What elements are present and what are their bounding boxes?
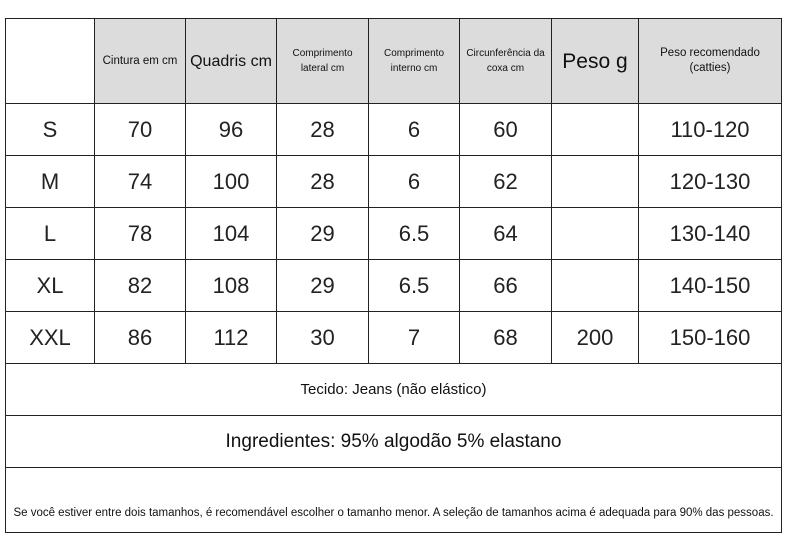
- header-corner: [6, 19, 95, 104]
- interno-cell: 6: [369, 156, 460, 208]
- quadris-cell: 96: [186, 104, 277, 156]
- ingredients-note: Ingredientes: 95% algodão 5% elastano: [6, 416, 782, 468]
- ingredients-row: [6, 416, 782, 468]
- advice-row: [6, 468, 782, 533]
- size-cell: XXL: [6, 312, 95, 364]
- recomendado-cell: 130-140: [639, 208, 782, 260]
- header-peso-recomendado: Peso recomendado (catties): [639, 19, 782, 104]
- peso-cell: [552, 260, 639, 312]
- table-row: [6, 260, 782, 312]
- header-comprimento-interno-label: Comprimento interno cm: [383, 48, 445, 74]
- peso-cell: [552, 208, 639, 260]
- peso-cell: 200: [552, 312, 639, 364]
- interno-cell: 6: [369, 104, 460, 156]
- recomendado-cell: 110-120: [639, 104, 782, 156]
- header-circunferencia-coxa-label: Circunferência da coxa cm: [466, 48, 545, 74]
- size-cell: M: [6, 156, 95, 208]
- header-cintura: Cintura em cm: [95, 19, 186, 104]
- fabric-row: [6, 364, 782, 416]
- cintura-cell: 86: [95, 312, 186, 364]
- size-table: [5, 18, 782, 533]
- peso-cell: [552, 104, 639, 156]
- recomendado-cell: 120-130: [639, 156, 782, 208]
- lateral-cell: 28: [277, 104, 369, 156]
- interno-cell: 7: [369, 312, 460, 364]
- cintura-cell: 78: [95, 208, 186, 260]
- lateral-cell: 29: [277, 260, 369, 312]
- header-comprimento-lateral-label: Comprimento lateral cm: [292, 48, 353, 74]
- quadris-cell: 100: [186, 156, 277, 208]
- lateral-cell: 29: [277, 208, 369, 260]
- quadris-cell: 108: [186, 260, 277, 312]
- coxa-cell: 62: [460, 156, 552, 208]
- cintura-cell: 74: [95, 156, 186, 208]
- interno-cell: 6.5: [369, 208, 460, 260]
- size-cell: XL: [6, 260, 95, 312]
- quadris-cell: 112: [186, 312, 277, 364]
- size-advice-note: Se você estiver entre dois tamanhos, é recomendável escolher o tamanho menor. A seleção de tamanhos acima é adequada para 90% das pessoas.: [6, 468, 782, 533]
- fabric-note: Tecido: Jeans (não elástico): [6, 364, 782, 416]
- header-quadris: Quadris cm: [186, 19, 277, 104]
- header-peso: Peso g: [552, 19, 639, 104]
- coxa-cell: 64: [460, 208, 552, 260]
- lateral-cell: 30: [277, 312, 369, 364]
- peso-cell: [552, 156, 639, 208]
- coxa-cell: 68: [460, 312, 552, 364]
- lateral-cell: 28: [277, 156, 369, 208]
- recomendado-cell: 140-150: [639, 260, 782, 312]
- cintura-cell: 82: [95, 260, 186, 312]
- size-cell: S: [6, 104, 95, 156]
- quadris-cell: 104: [186, 208, 277, 260]
- cintura-cell: 70: [95, 104, 186, 156]
- size-cell: L: [6, 208, 95, 260]
- recomendado-cell: 150-160: [639, 312, 782, 364]
- table-row: [6, 156, 782, 208]
- coxa-cell: 66: [460, 260, 552, 312]
- header-row: [6, 19, 782, 104]
- table-row: [6, 208, 782, 260]
- table-row: [6, 312, 782, 364]
- coxa-cell: 60: [460, 104, 552, 156]
- interno-cell: 6.5: [369, 260, 460, 312]
- header-comprimento-interno: [369, 19, 460, 104]
- header-circunferencia-coxa: [460, 19, 552, 104]
- header-comprimento-lateral: [277, 19, 369, 104]
- table-row: [6, 104, 782, 156]
